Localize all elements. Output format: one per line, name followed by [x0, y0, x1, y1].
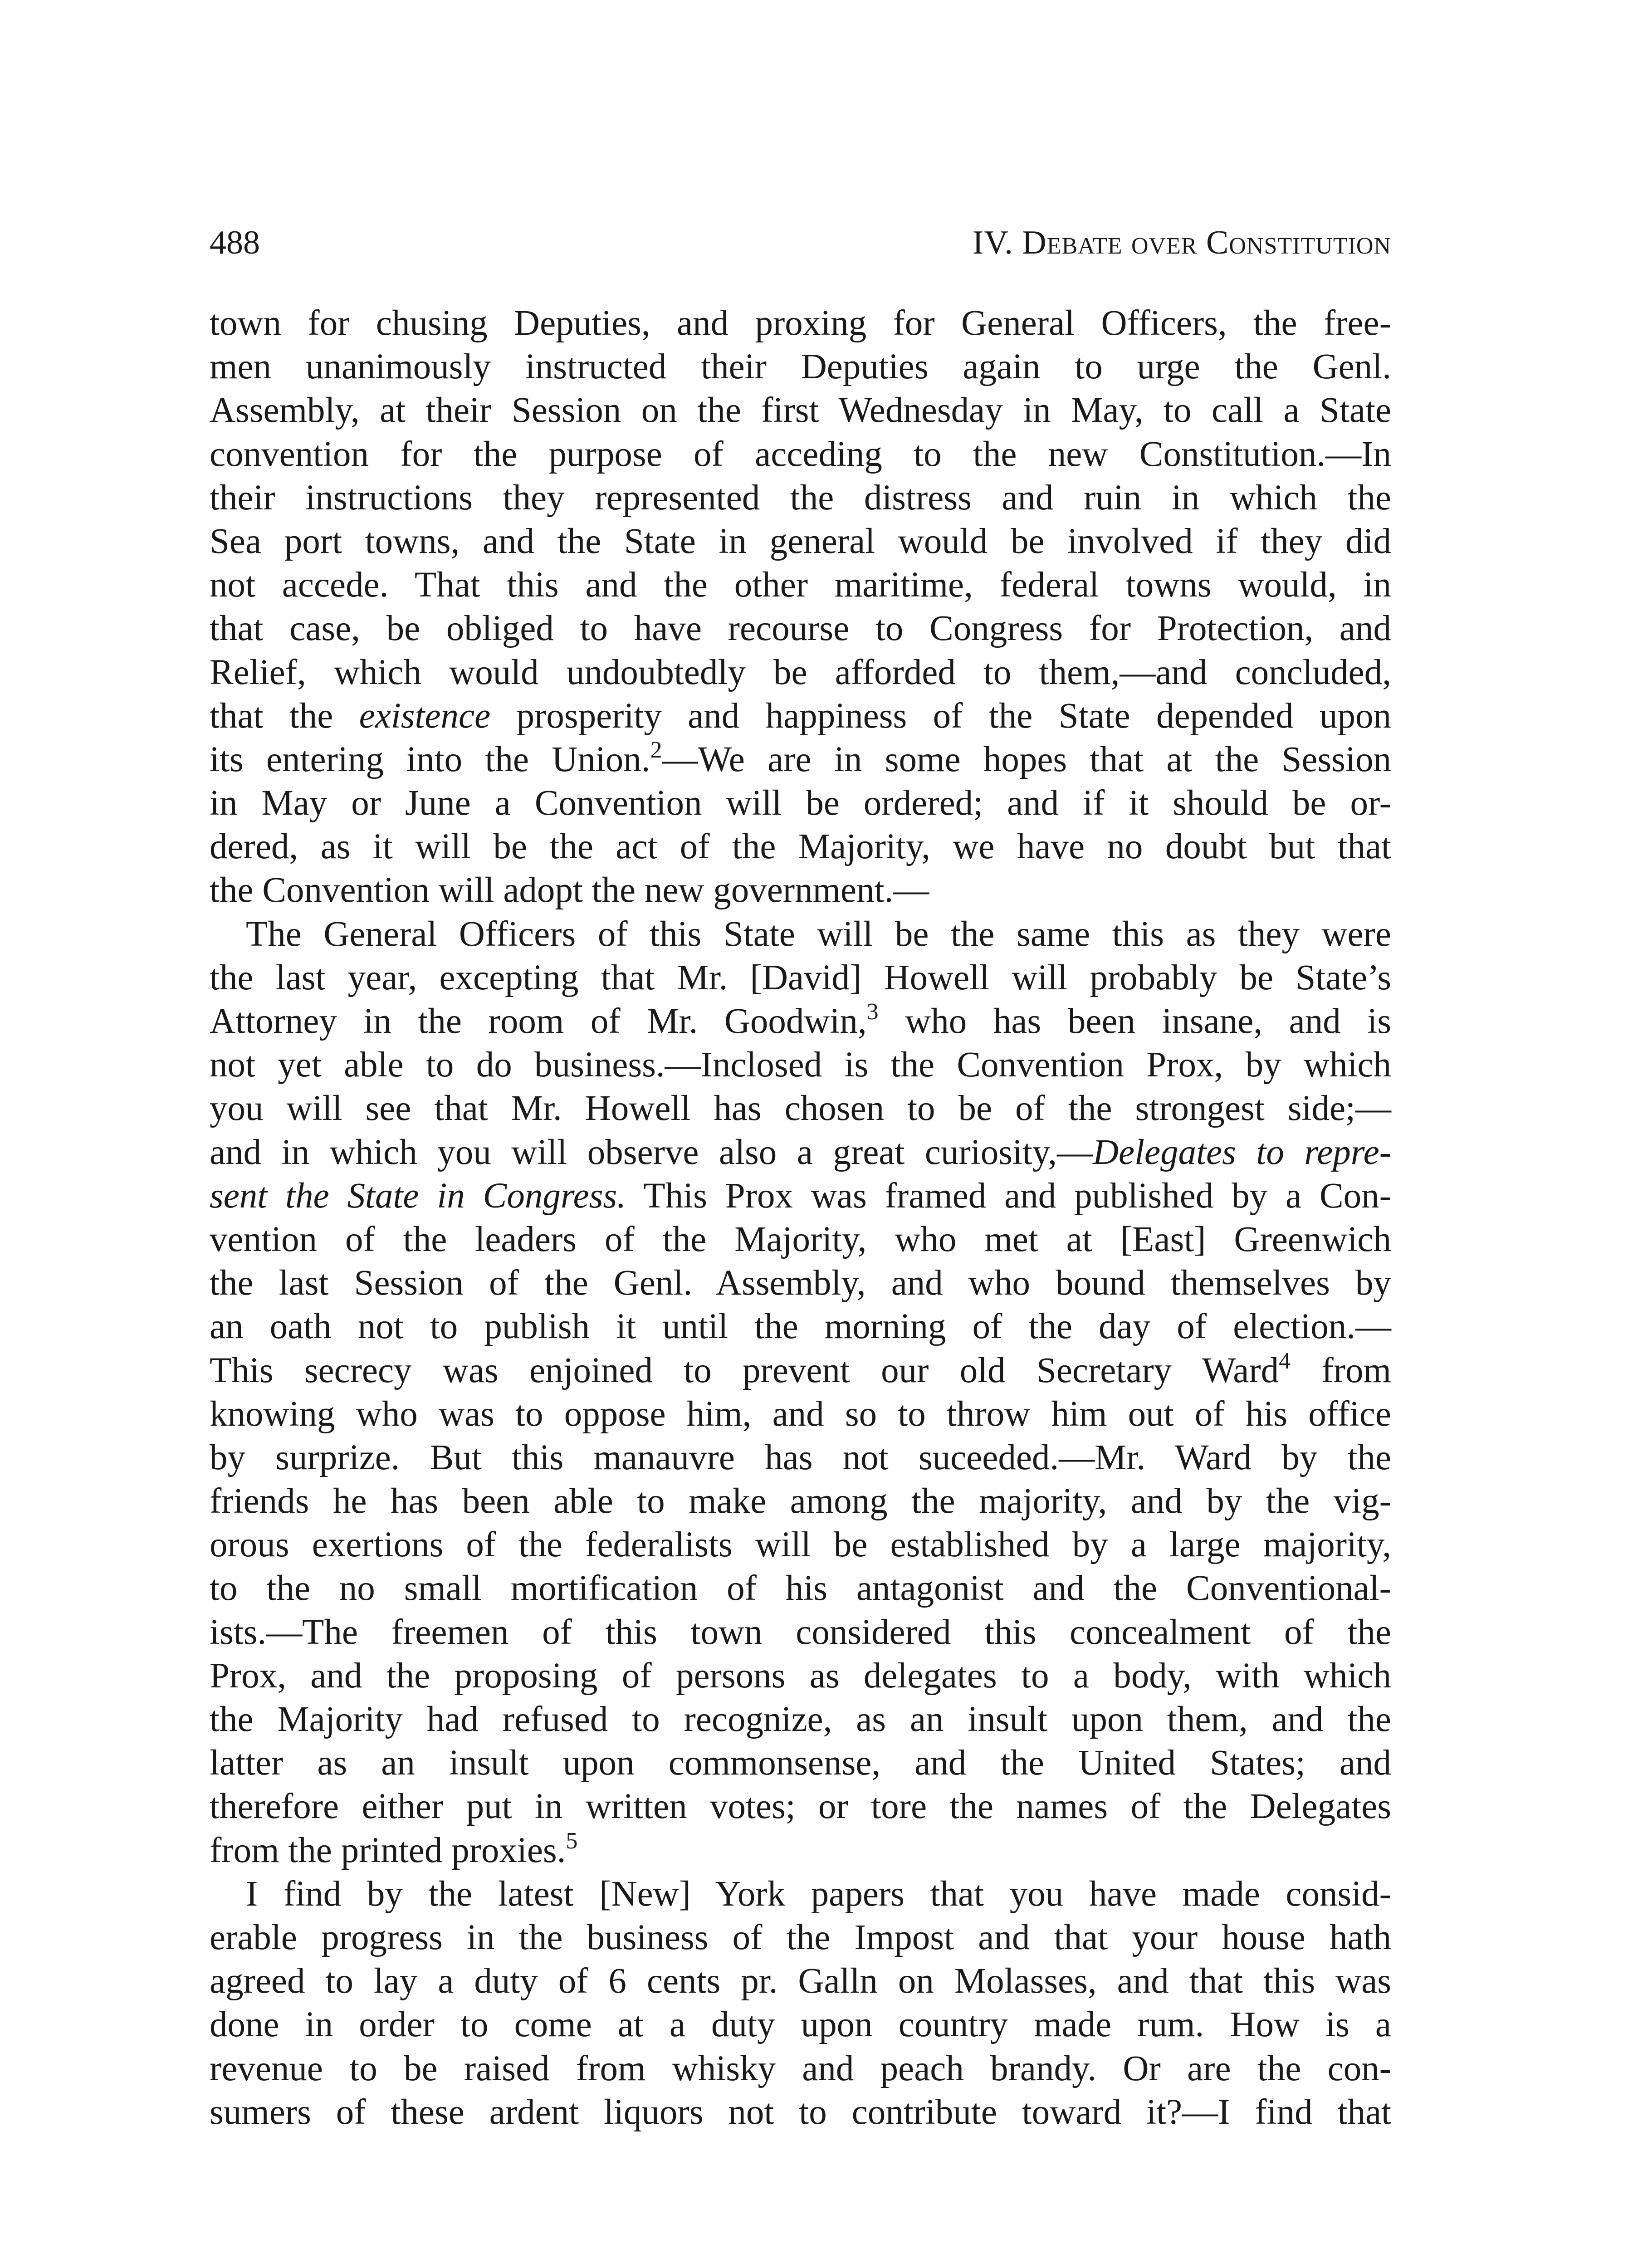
text-line: Relief, which would undoubtedly be afforded to them,—and concluded, — [210, 652, 1391, 692]
text-line: Assembly, at their Session on the first Wednesday in May, to call a State — [210, 391, 1391, 430]
text-line: the last Session of the Genl. Assembly, and who bound themselves by — [210, 1263, 1391, 1303]
text-line: Prox, and the proposing of persons as delegates to a body, with which — [210, 1656, 1391, 1696]
body-text — [210, 302, 1391, 2134]
text-line: the Majority had refused to recognize, as an insult upon them, and the — [210, 1700, 1391, 1739]
text-line: an oath not to publish it until the morning of the day of election.— — [210, 1307, 1391, 1347]
text-line: dered, as it will be the act of the Majority, we have no doubt but that — [210, 827, 1391, 867]
text-line: town for chusing Deputies, and proxing for General Officers, the free- — [210, 303, 1391, 343]
text-line: from the printed proxies.$^5$ — [210, 1828, 578, 1870]
text-line: that case, be obliged to have recourse to Congress for Protection, and — [210, 609, 1391, 649]
footnote-marker: 5 — [566, 1828, 578, 1854]
text-line: The General Officers of this State will be the same this as they were — [246, 914, 1391, 954]
text-line: not accede. That this and the other maritime, federal towns would, in — [210, 565, 1391, 605]
text-line: knowing who was to oppose him, and so to throw him out of his office — [210, 1394, 1391, 1434]
text-line: the Convention will adopt the new government.— — [210, 870, 929, 910]
text-line: their instructions they represented the distress and ruin in which the — [210, 478, 1391, 518]
text-line: not yet able to do business.—Inclosed is the Convention Prox, by which — [210, 1045, 1391, 1085]
text-line: orous exertions of the federalists will be established by a large majority, — [210, 1525, 1391, 1565]
text-line: vention of the leaders of the Majority, who met at [East] Greenwich — [210, 1219, 1391, 1259]
text-line: sent the State in Congress. This Prox was framed and published by a Con- — [210, 1176, 1391, 1216]
footnote-marker: 4 — [1279, 1348, 1291, 1374]
paragraph-1 — [210, 302, 1391, 913]
footnote-marker: 3 — [866, 999, 879, 1025]
text-line: the last year, excepting that Mr. [David] Howell will probably be State’s — [210, 958, 1391, 997]
running-title: IV. Debate over Constitution — [972, 224, 1391, 261]
text-line: you will see that Mr. Howell has chosen to be of the strongest side;— — [210, 1089, 1391, 1129]
text-line: convention for the purpose of acceding to the new Constitution.—In — [210, 434, 1391, 474]
text-line: its entering into the Union.$^2$—We are in some hopes that at the Session — [210, 737, 1391, 779]
paragraph-2 — [210, 913, 1391, 1872]
text-line: erable progress in the business of the Impost and that your house hath — [210, 1917, 1391, 1957]
text-line: ists.—The freemen of this town considered this concealment of the — [210, 1612, 1391, 1652]
running-head — [210, 222, 1391, 263]
text-line: by surprize. But this manauvre has not suceeded.—Mr. Ward by the — [210, 1437, 1391, 1477]
text-line: Attorney in the room of Mr. Goodwin,$^3$ who has been insane, and is — [210, 999, 1391, 1041]
text-line: therefore either put in written votes; or tore the names of the Delegates — [210, 1787, 1391, 1827]
paragraph-3 — [210, 1872, 1391, 2134]
text-line: friends he has been able to make among the majority, and by the vig- — [210, 1481, 1391, 1521]
text-line: This secrecy was enjoined to prevent our old Secretary Ward$^4$ from — [210, 1348, 1391, 1390]
page-number: 488 — [210, 224, 260, 261]
text-line: sumers of these ardent liquors not to contribute toward it?—I find that — [210, 2092, 1391, 2132]
text-line: latter as an insult upon commonsense, and the United States; and — [210, 1743, 1391, 1783]
footnote-marker: 2 — [650, 737, 662, 763]
text-line: I find by the latest [New] York papers that you have made consid- — [246, 1874, 1391, 1914]
text-line: to the no small mortification of his antagonist and the Conventional- — [210, 1569, 1391, 1608]
text-line: Sea port towns, and the State in general would be involved if they did — [210, 521, 1391, 561]
text-line: men unanimously instructed their Deputies again to urge the Genl. — [210, 347, 1391, 387]
text-line: done in order to come at a duty upon country made rum. How is a — [210, 2005, 1391, 2045]
text-line: in May or June a Convention will be ordered; and if it should be or- — [210, 783, 1391, 823]
text-line: that the existence prosperity and happiness of the State depended upon — [210, 696, 1391, 736]
text-line: revenue to be raised from whisky and peach brandy. Or are the con- — [210, 2048, 1391, 2088]
text-line: agreed to lay a duty of 6 cents pr. Galln on Molasses, and that this was — [210, 1961, 1391, 2001]
text-line: and in which you will observe also a great curiosity,—Delegates to repre- — [210, 1132, 1391, 1172]
